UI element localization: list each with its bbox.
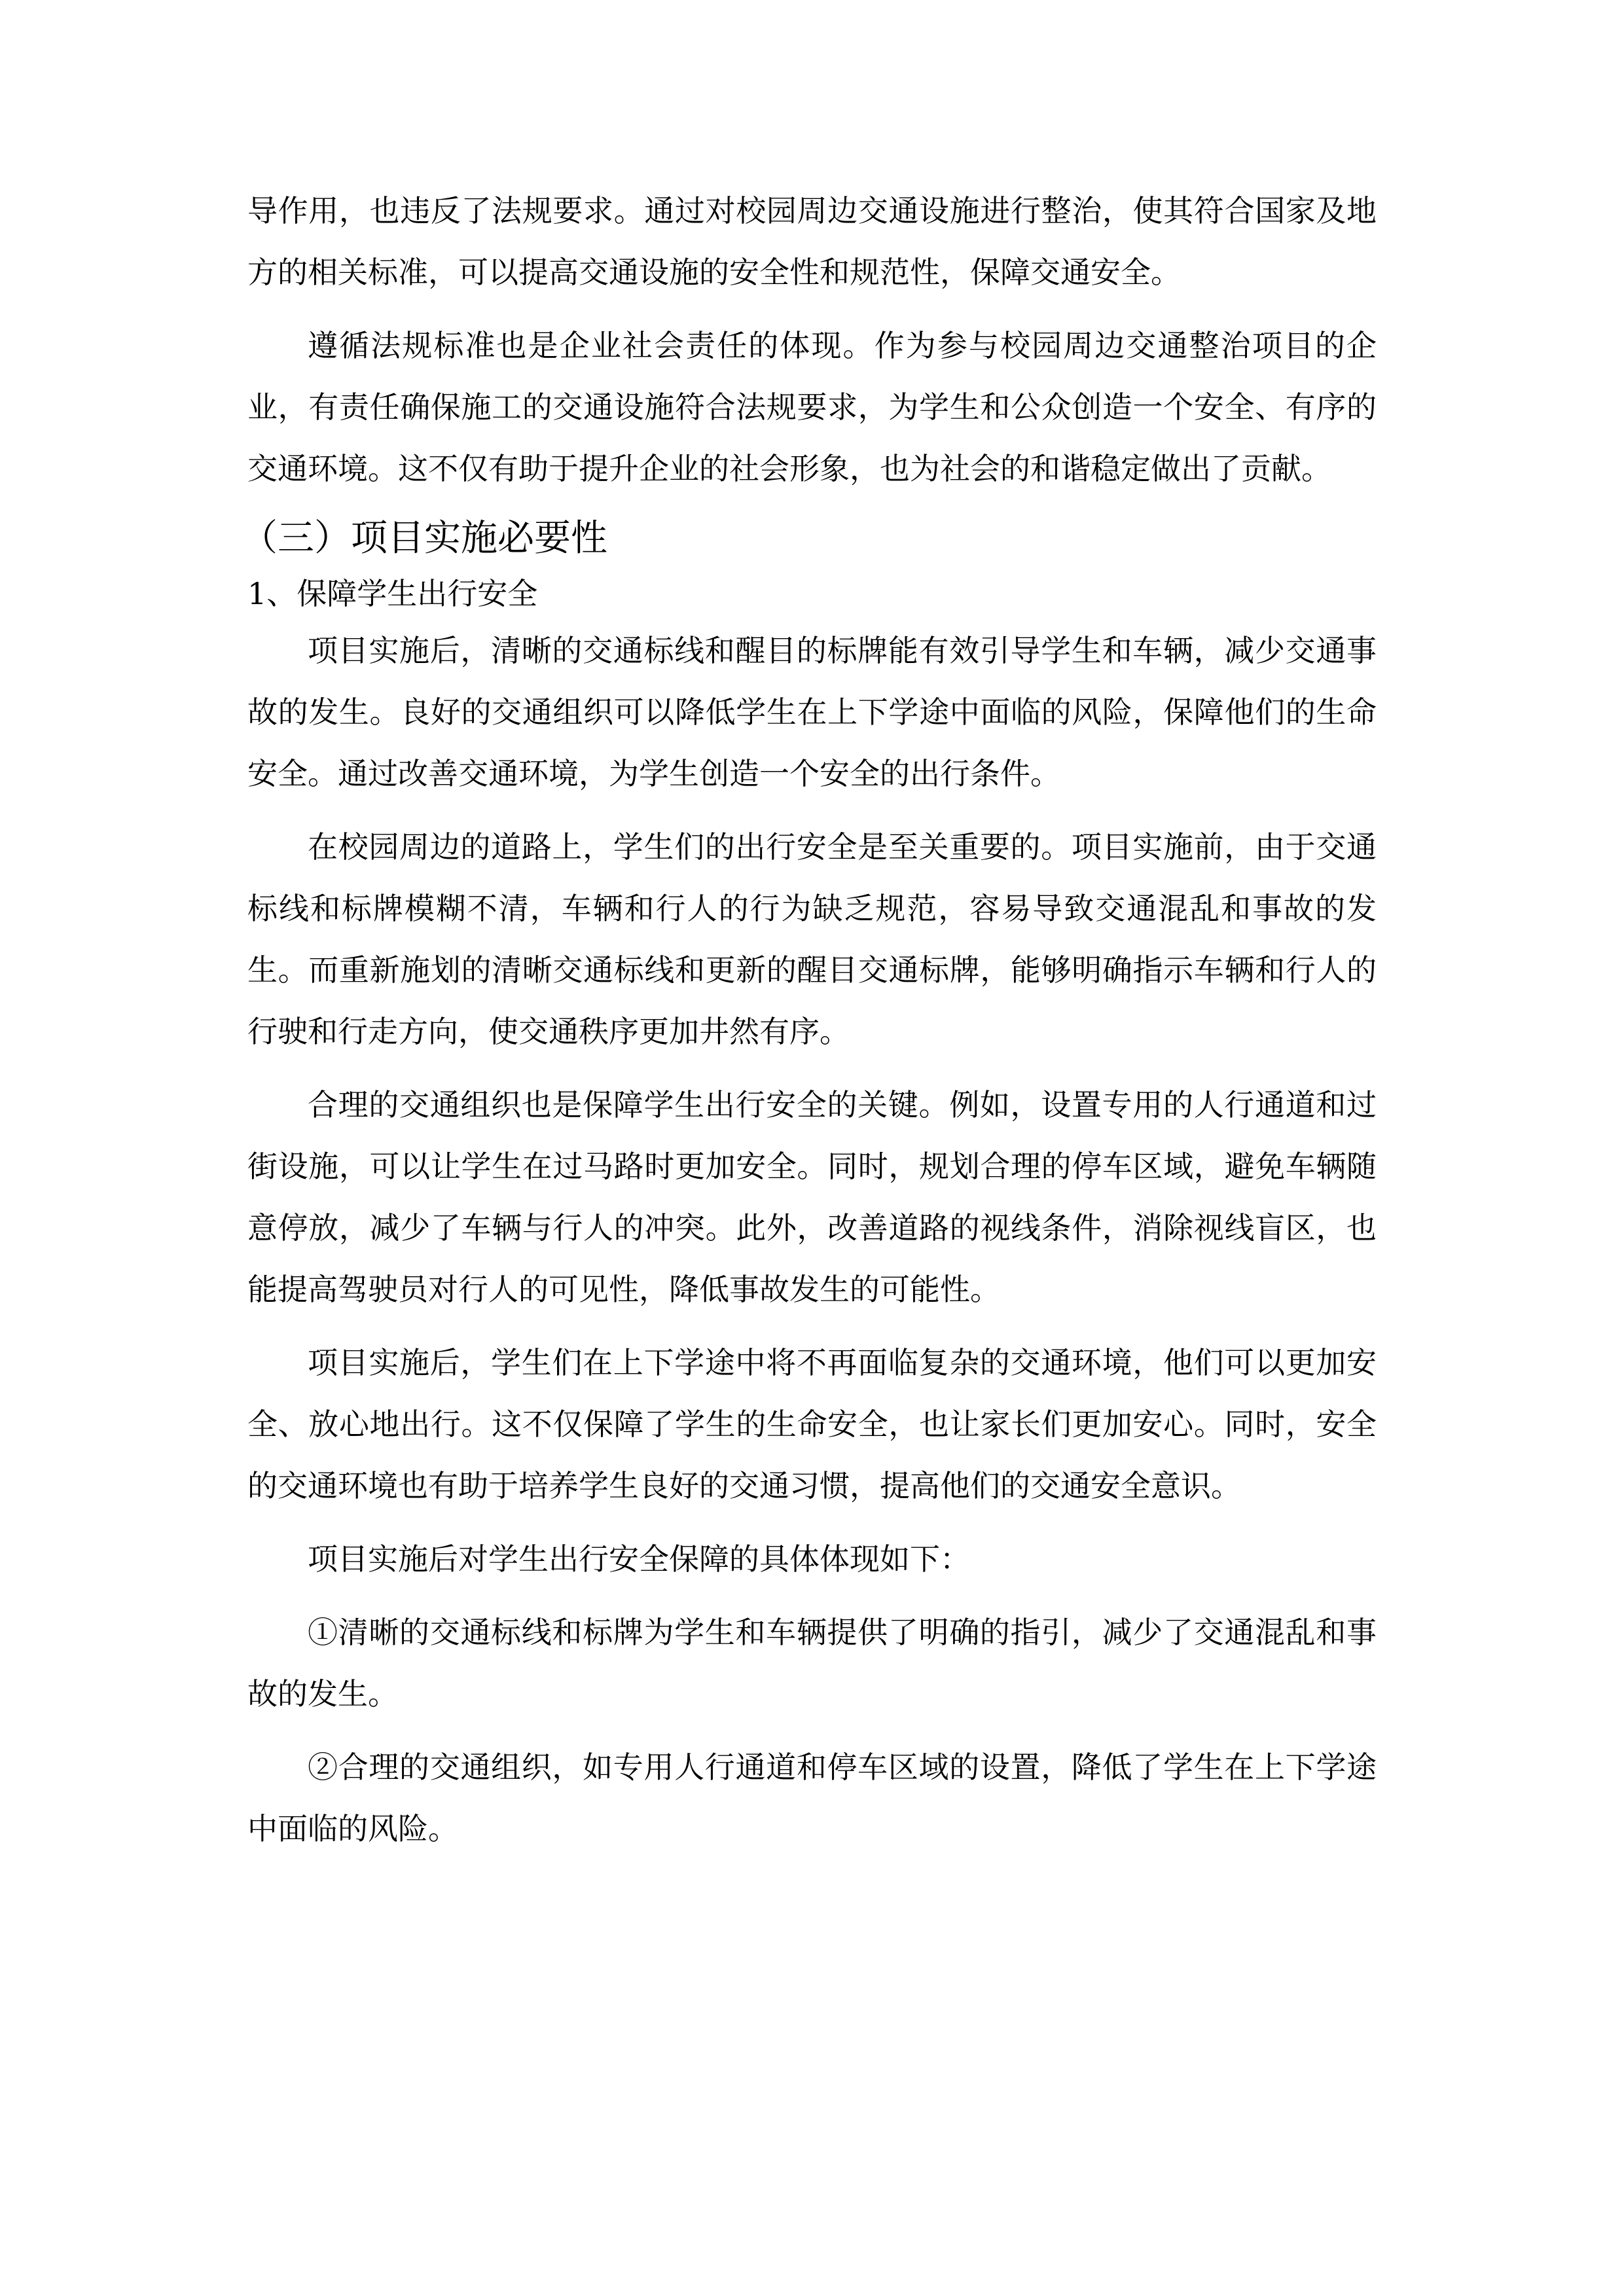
section-heading: （三）项目实施必要性: [241, 517, 607, 560]
list-item: ②合理的交通组织，如专用人行通道和停车区域的设置，降低了学生在上下学途中面临的风险。: [247, 1749, 1377, 1846]
paragraph-body: 项目实施后，学生们在上下学途中将不再面临复杂的交通环境，他们可以更加安全、放心地出行。这不仅保障了学生的生命安全，也让家长们更加安心。同时，安全的交通环境也有助于培养学生良好的交通习惯，提高他们的交通安全意识。: [247, 1345, 1377, 1503]
paragraph-body: 项目实施后对学生出行安全保障的具体体现如下：: [308, 1541, 970, 1577]
paragraph-compliance: 遵循法规标准也是企业社会责任的体现。作为参与校园周边交通整治项目的企业，有责任确保施工的交通设施符合法规要求，为学生和公众创造一个安全、有序的交通环境。这不仅有助于提升企业的社会形象，也为社会的和谐稳定做出了贡献。: [247, 328, 1377, 486]
paragraph-body: 合理的交通组织也是保障学生出行安全的关键。例如，设置专用的人行通道和过街设施，可以让学生在过马路时更加安全。同时，规划合理的停车区域，避免车辆随意停放，减少了车辆与行人的冲突。此外，改善道路的视线条件，消除视线盲区，也能提高驾驶员对行人的可见性，降低事故发生的可能性。: [247, 1087, 1377, 1307]
document-page: [241, 180, 1377, 1871]
sub-heading: 1、保障学生出行安全: [247, 576, 538, 611]
paragraph-body: 项目实施后，清晰的交通标线和醒目的标牌能有效引导学生和车辆，减少交通事故的发生。良好的交通组织可以降低学生在上下学途中面临的风险，保障他们的生命安全。通过改善交通环境，为学生创造一个安全的出行条件。: [247, 633, 1377, 791]
paragraph-body: 在校园周边的道路上，学生们的出行安全是至关重要的。项目实施前，由于交通标线和标牌模糊不清，车辆和行人的行为缺乏规范，容易导致交通混乱和事故的发生。而重新施划的清晰交通标线和更新的醒目交通标牌，能够明确指示车辆和行人的行驶和行走方向，使交通秩序更加井然有序。: [247, 829, 1377, 1049]
paragraph-continued: 导作用，也违反了法规要求。通过对校园周边交通设施进行整治，使其符合国家及地方的相关标准，可以提高交通设施的安全性和规范性，保障交通安全。: [247, 193, 1377, 290]
list-item: ①清晰的交通标线和标牌为学生和车辆提供了明确的指引，减少了交通混乱和事故的发生。: [247, 1615, 1377, 1712]
